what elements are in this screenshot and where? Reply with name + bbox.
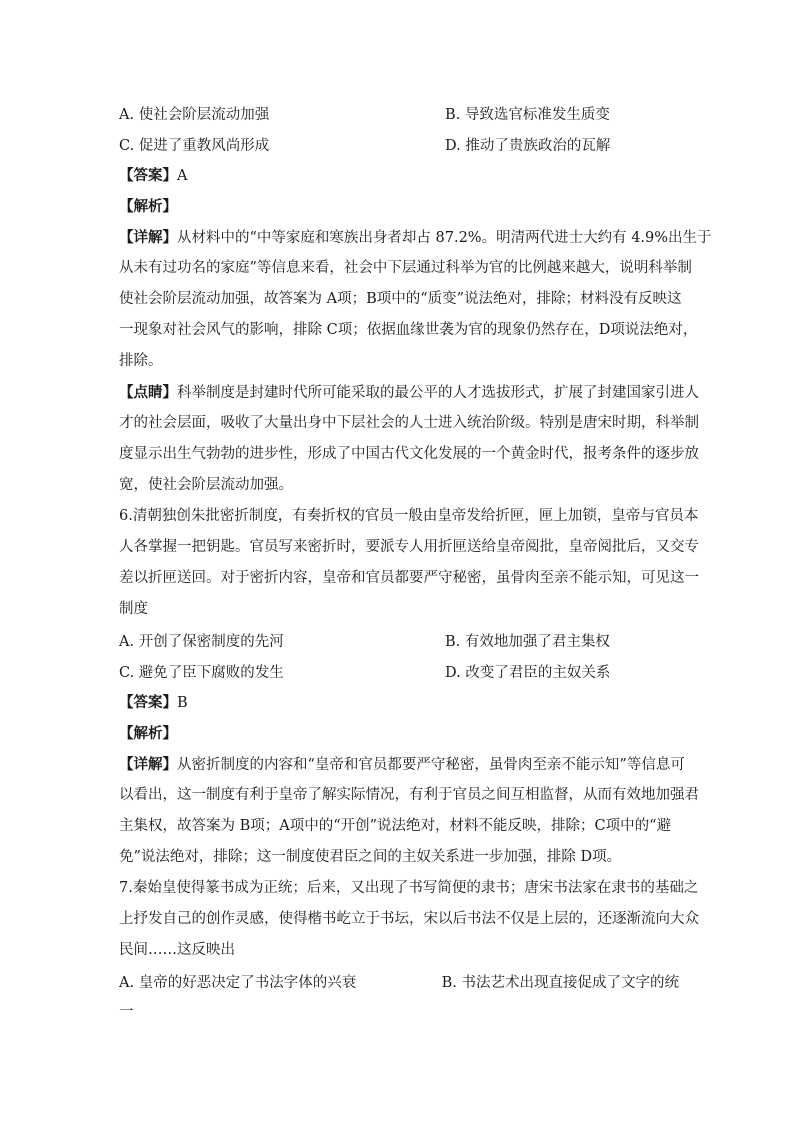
- document-page: [119, 98, 712, 1028]
- q5-analysis-heading: 【解析】: [119, 198, 177, 215]
- q6-answer: [119, 687, 679, 718]
- q5-option-c[interactable]: C. 促进了重教风尚形成: [119, 138, 270, 154]
- q5-options-row-2: [119, 129, 679, 160]
- q6-option-c[interactable]: C. 避免了臣下腐败的发生: [119, 665, 284, 681]
- answer-tag: 【答案】: [119, 167, 177, 184]
- detail-tag: 【详解】: [119, 229, 177, 246]
- q5-answer: [119, 160, 679, 191]
- q6-stem: 6.清朝独创朱批密折制度，有奏折权的官员一般由皇帝发给折匣，匣上加锁，皇帝与官员本 人各掌握一把钥匙。官员写来密折时，要派专人用折匣送给皇帝阅批，皇帝阅批后，又交专 差以折匣送回。对于密折内容，皇帝和官员都要严守秘密，虽骨肉至亲不能示知，可见这一 制度: [119, 508, 699, 617]
- q6-options-row-2: [119, 656, 679, 687]
- q6-options-row-1: [119, 625, 679, 656]
- q7-option-a[interactable]: A. 皇帝的好恶决定了书法字体的兴衰: [119, 975, 357, 991]
- answer-value: A: [177, 168, 188, 184]
- q5-option-b[interactable]: B. 导致选官标准发生质变: [445, 107, 610, 123]
- q6-option-b[interactable]: B. 有效地加强了君主集权: [445, 634, 610, 650]
- q5-point: 【点睛】科举制度是封建时代所可能采取的最公平的人才选拔形式，扩展了封建国家引进人 才的社会层面，吸收了大量出身中下层社会的人士进入统治阶级。特别是唐宋时期，科举制 度显示出生气勃勃的进步性，形成了中国古代文化发展的一个黄金时代，报考条件的逐步放 宽，使社会阶层流动加强。: [119, 384, 699, 493]
- q7-stem: 7.秦始皇使得篆书成为正统；后来，又出现了书写简便的隶书；唐宋书法家在隶书的基础之 上抒发自己的创作灵感，使得楷书屹立于书坛，宋以后书法不仅是上层的，还逐渐流向大众 民间……这反映出: [119, 880, 699, 958]
- q5-detail: 【详解】从材料中的“中等家庭和寒族出身者却占 87.2%。明清两代进士大约有 4.9%出生于 从未有过功名的家庭”等信息来看，社会中下层通过科举为官的比例越来越大，说明科举制 使社会阶层流动加强，故答案为 A项；B项中的“质变”说法绝对，排除；材料没有反映这 一现象对社会风气的影响，排除 C项；依据血缘世袭为官的现象仍然存在，D项说法绝对， 排除。: [119, 229, 712, 369]
- answer-tag: 【答案】: [119, 694, 177, 711]
- detail-tag: 【详解】: [119, 756, 177, 773]
- q6-option-a[interactable]: A. 开创了保密制度的先河: [119, 634, 284, 650]
- q7-options-row-1: [119, 966, 679, 997]
- q6-option-d[interactable]: D. 改变了君臣的主奴关系: [445, 665, 611, 681]
- q6-detail: 【详解】从密折制度的内容和“皇帝和官员都要严守秘密，虽骨肉至亲不能示知”等信息可 以看出，这一制度有利于皇帝了解实际情况，有利于官员之间互相监督，从而有效地加强君 主集权，故答案为 B项；A项中的“开创”说法绝对，材料不能反映，排除；C项中的“避 免”说法绝对，排除；这一制度使君臣之间的主奴关系进一步加强，排除 D项。: [119, 756, 699, 865]
- q5-option-d[interactable]: D. 推动了贵族政治的瓦解: [445, 138, 611, 154]
- q5-options-row-1: [119, 98, 679, 129]
- answer-value: B: [177, 695, 188, 711]
- q7-option-b-wrap: 一: [119, 1004, 134, 1020]
- q7-option-b[interactable]: B. 书法艺术出现直接促成了文字的统: [441, 975, 679, 991]
- point-tag: 【点睛】: [119, 384, 177, 401]
- q6-analysis-heading: 【解析】: [119, 725, 177, 742]
- q5-option-a[interactable]: A. 使社会阶层流动加强: [119, 107, 270, 123]
